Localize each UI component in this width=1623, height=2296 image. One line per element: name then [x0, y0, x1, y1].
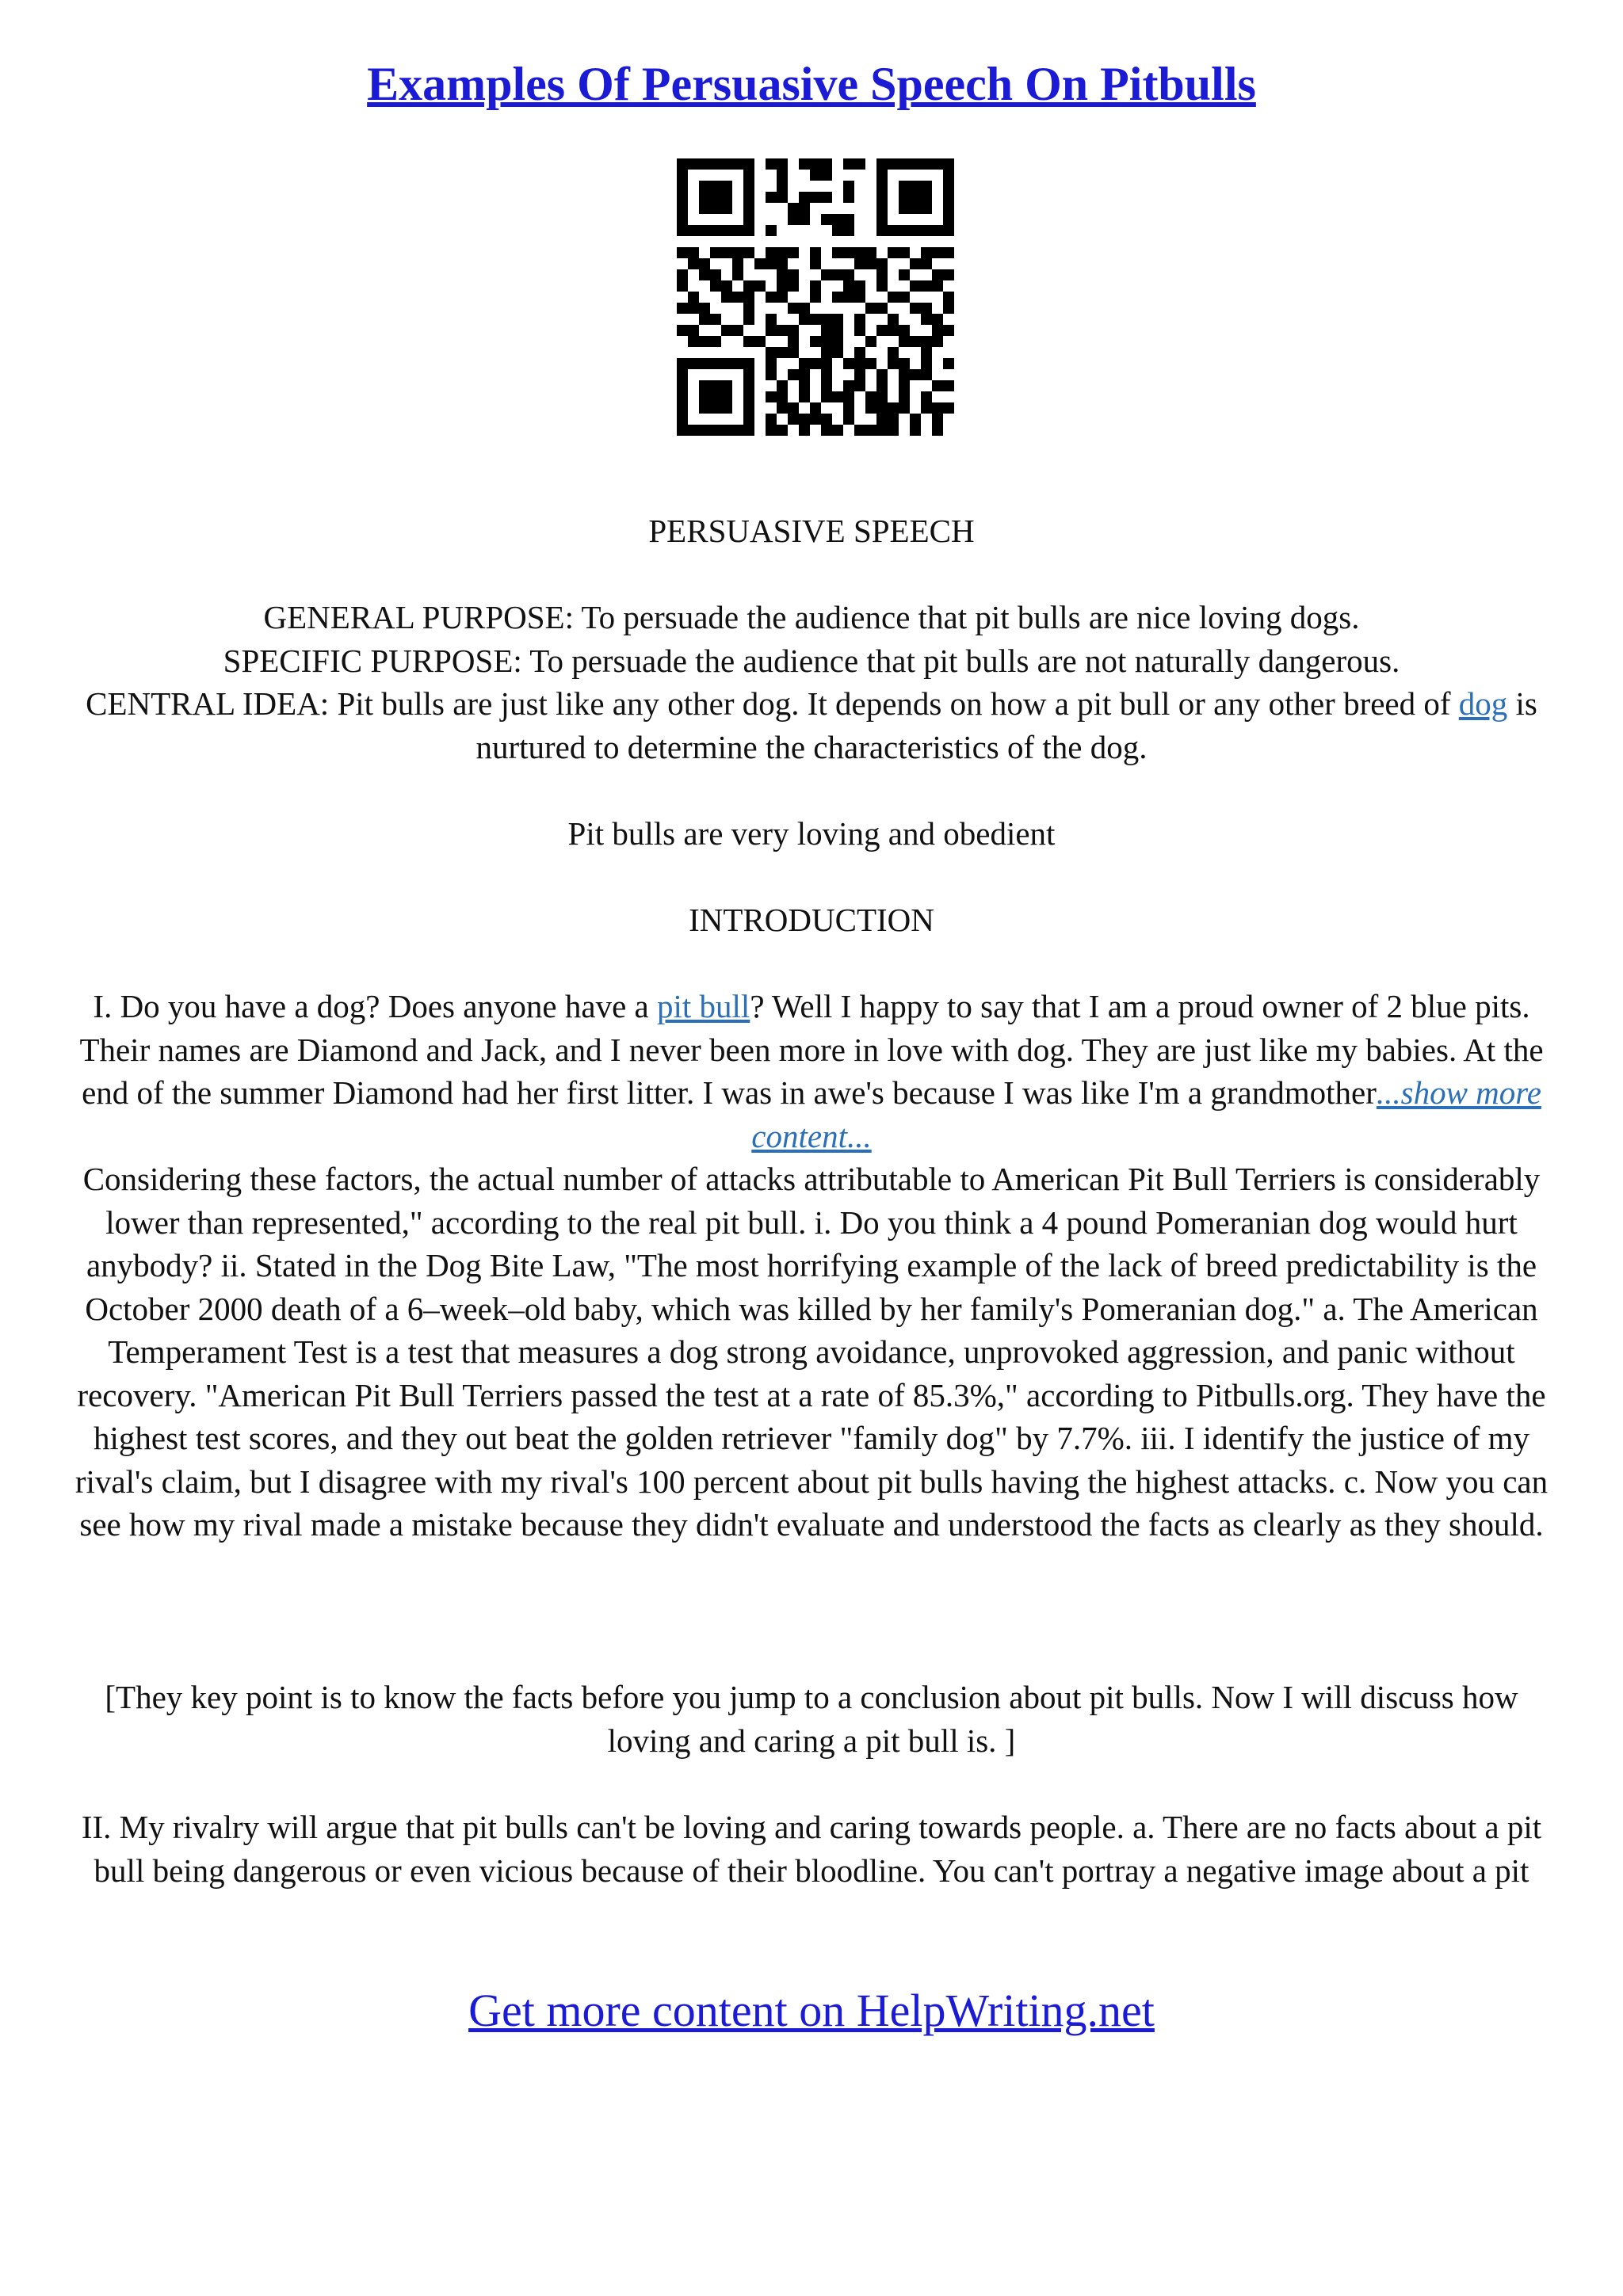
title-link[interactable]: Examples Of Persuasive Speech On Pitbulls [367, 58, 1256, 110]
body-paragraph-rivalry: II. My rivalry will argue that pit bulls can't be loving and caring towards people. a. There are no facts about a pit bull being dangerous or even vicious because of their bloodline. You can't portray a negative image about a pit [81, 1809, 1542, 1889]
dog-link[interactable]: dog [1458, 685, 1508, 722]
body-paragraph-facts: Considering these factors, the actual number of attacks attributable to American Pit Bull Terriers is considerably lower than represented," according to the real pit bull. i. Do you think a 4 pound Pomeranian dog would hurt anybody? ii. Stated in the Dog Bite Law, "The most horrifying example of the lack of breed predictability is the October 2000 death of a 6–week–old baby, which was killed by her family's Pomeranian dog." a. The American Temperament Test is a test that measures a dog strong avoidance, unprovoked aggression, and panic without recovery. "American Pit Bull Terriers passed the test at a rate of 85.3%," according to Pitbulls.org. They have the highest test scores, and they out beat the golden retriever "family dog" by 7.7%. iii. I identify the justice of my rival's claim, but I disagree with my rival's 100 percent about pit bulls having the highest attacks. c. Now you can see how my rival made a mistake because they didn't evaluate and understood the facts as clearly as they should. [74, 1161, 1549, 1543]
purpose-block [67, 596, 1556, 769]
pit-bull-link[interactable]: pit bull [656, 988, 750, 1024]
introduction-paragraph [67, 985, 1556, 1158]
general-purpose: GENERAL PURPOSE: To persuade the audience that pit bulls are nice loving dogs. [263, 599, 1360, 635]
specific-purpose: SPECIFIC PURPOSE: To persuade the audience that pit bulls are not naturally dangerous. [223, 642, 1400, 679]
document-title [0, 57, 1623, 112]
intro-text-rest: ? Well I happy to say that I am a proud owner of 2 blue pits. Their names are Diamond and Jack, and I never been more in love with dog. They are just like my babies. At the end of the summer Diamond had her first litter. I was in awe's because I was like I'm a grandmother [79, 988, 1544, 1111]
central-idea-start: CENTRAL IDEA: Pit bulls are just like any other dog. It depends on how a pit bull or any other breed of [86, 685, 1459, 722]
thesis-statement: Pit bulls are very loving and obedient [567, 815, 1056, 852]
central-idea-end: is nurtured to determine the characteristics of the dog. [475, 685, 1537, 765]
get-more-content-link[interactable]: Get more content on HelpWriting.net [468, 1985, 1155, 2036]
intro-text-start: I. Do you have a dog? Does anyone have a [93, 988, 657, 1024]
qr-code-icon [677, 158, 954, 436]
footer [0, 1983, 1623, 2039]
show-more-link[interactable]: ...show more content... [751, 1074, 1541, 1154]
introduction-heading: INTRODUCTION [689, 902, 934, 938]
transition-paragraph: [They key point is to know the facts before you jump to a conclusion about pit bulls. Now I will discuss how loving and caring a pit bull is. ] [105, 1679, 1518, 1759]
speech-heading: PERSUASIVE SPEECH [648, 513, 975, 549]
